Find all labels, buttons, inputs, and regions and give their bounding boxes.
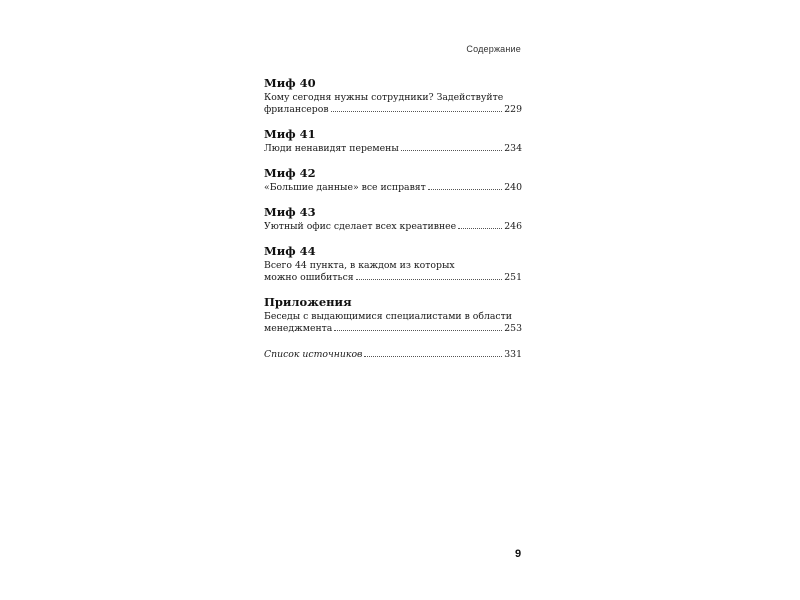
- toc-entry[interactable]: [264, 260, 522, 284]
- toc-entry-last-line: [264, 272, 522, 284]
- toc-section-title: Миф 41: [264, 127, 316, 141]
- toc-entry[interactable]: [264, 311, 522, 335]
- toc-entry-text: можно ошибиться: [264, 272, 354, 283]
- toc-page-number: 253: [504, 323, 522, 334]
- toc-entry[interactable]: [264, 221, 522, 233]
- toc-section: [264, 295, 522, 335]
- toc-entry-text: менеджмента: [264, 323, 333, 334]
- toc-entry-text: Люди ненавидят перемены: [264, 143, 399, 154]
- toc-section-title: Миф 40: [264, 76, 316, 90]
- running-head: Содержание: [466, 44, 521, 54]
- toc-page-number: 229: [504, 104, 522, 115]
- toc-page-number: 240: [504, 182, 522, 193]
- toc-entry-line: Беседы с выдающимися специалистами в области: [264, 311, 512, 322]
- toc-entry-sources[interactable]: [264, 349, 522, 361]
- toc-entry-last-line: [264, 349, 522, 361]
- toc-entry-last-line: [264, 143, 522, 155]
- toc-page-number: 234: [504, 143, 522, 154]
- toc-section-title: Миф 44: [264, 244, 316, 258]
- toc-section: [264, 127, 522, 155]
- dot-leader: [356, 279, 503, 280]
- toc-entry-last-line: [264, 182, 522, 194]
- dot-leader: [458, 228, 502, 229]
- toc-entry-text: Уютный офис сделает всех креативнее: [264, 221, 457, 232]
- toc-entry-last-line: [264, 221, 522, 233]
- toc-page-number: 331: [504, 349, 522, 360]
- toc-page-number: 246: [504, 221, 522, 232]
- toc-section: [264, 244, 522, 284]
- toc-entry[interactable]: [264, 143, 522, 155]
- toc-entry[interactable]: [264, 92, 522, 116]
- toc-entry-text: «Большие данные» все исправят: [264, 182, 426, 193]
- toc-entry-last-line: [264, 104, 522, 116]
- toc-entry-line: Кому сегодня нужны сотрудники? Задействуйте: [264, 92, 504, 103]
- toc-entry-last-line: [264, 323, 522, 335]
- toc-section: [264, 76, 522, 116]
- toc-entry-line: Всего 44 пункта, в каждом из которых: [264, 260, 455, 271]
- toc-entry-text: фрилансеров: [264, 104, 329, 115]
- toc-section-title: Миф 42: [264, 166, 316, 180]
- dot-leader: [428, 189, 502, 190]
- toc-section-title: Приложения: [264, 295, 352, 309]
- dot-leader: [401, 150, 502, 151]
- toc-section: [264, 205, 522, 233]
- dot-leader: [331, 111, 503, 112]
- table-of-contents: [264, 76, 522, 361]
- page-number: 9: [515, 548, 522, 560]
- toc-section: [264, 166, 522, 194]
- dot-leader: [334, 330, 502, 331]
- dot-leader: [364, 356, 502, 357]
- toc-entry[interactable]: [264, 182, 522, 194]
- toc-entry-text: Список источников: [264, 349, 363, 360]
- toc-section-title: Миф 43: [264, 205, 316, 219]
- toc-page-number: 251: [504, 272, 522, 283]
